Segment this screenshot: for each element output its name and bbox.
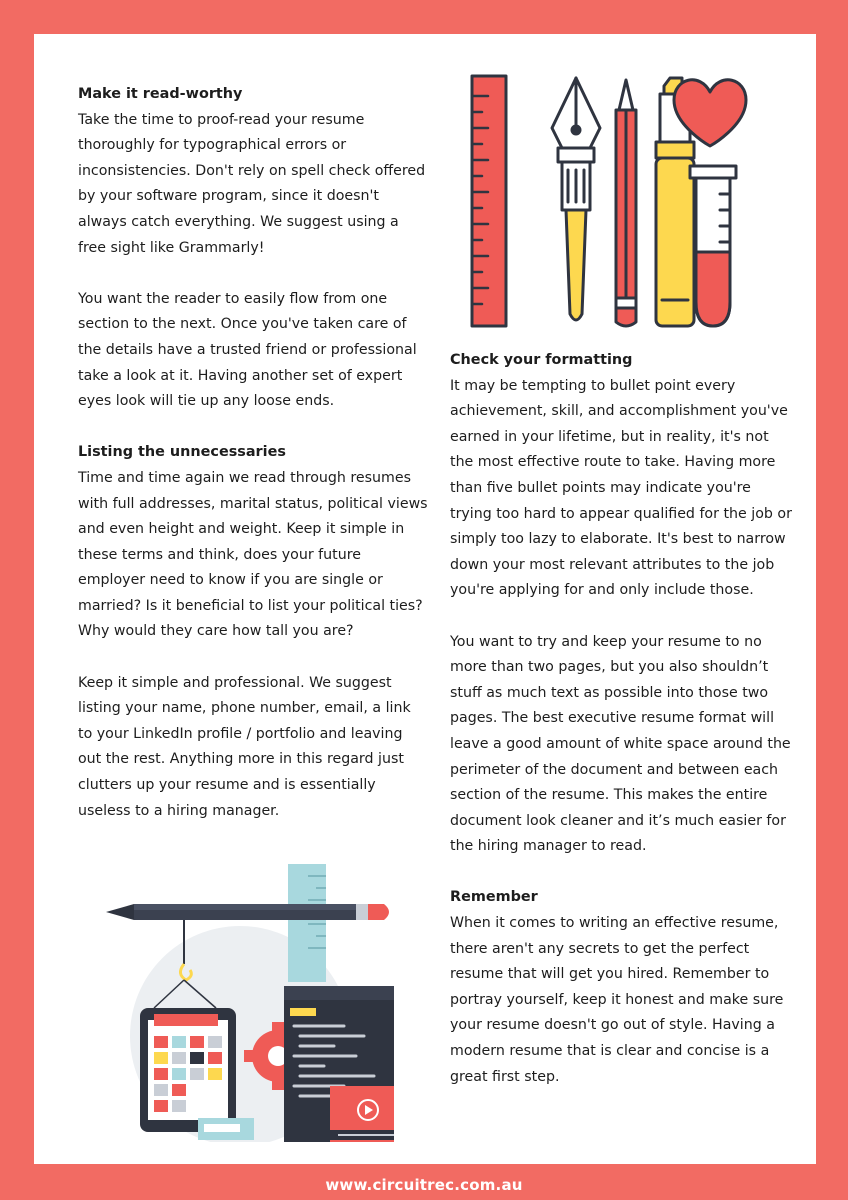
- paragraph: Keep it simple and professional. We suggest listing your name, phone number, email, a link to your LinkedIn profile / portfolio and leaving out the rest. Anything more in this regard just clutters up your resume and is essentially useless to a hiring manager.: [78, 674, 411, 819]
- stationery-illustration: [458, 70, 758, 332]
- ruler-icon: [288, 864, 326, 982]
- paragraph: Time and time again we read through resumes with full addresses, marital status, political views and even height and weight. Keep it simple in these terms and think, does your future employer need to know if you are single or married? Is it beneficial to list your political ties? Why would they care how tall you are?: [78, 469, 428, 640]
- paragraph: Take the time to proof-read your resume thoroughly for typographical errors or inconsistencies. Don't rely on spell check offered by your software program, since it doesn't always catch everything. We suggest using a free sight like Grammarly!: [78, 111, 426, 256]
- section-heading-formatting: Check your formatting: [450, 352, 633, 368]
- paragraph: It may be tempting to bullet point every achievement, skill, and accomplishment you've earned in your lifetime, but in reality, it's not the most effective route to take. Having more than five bullet points may indicate you're trying too hard to appear qualified for the job or simply too lazy to elaborate. It's best to narrow down your most relevant attributes to the job you're applying for and only include those.: [450, 377, 792, 599]
- section-heading-unnecessaries: Listing the unnecessaries: [78, 444, 286, 461]
- section-heading-read-worthy: Make it read-worthy: [78, 86, 243, 102]
- ruler-icon: [472, 76, 506, 326]
- footer-url[interactable]: www.circuitrec.com.au: [325, 1176, 523, 1194]
- pen-nib-icon: [552, 78, 600, 320]
- test-tube-icon: [690, 166, 736, 326]
- paragraph: You want to try and keep your resume to no more than two pages, but you also shouldn’t stuff as much text as possible into those two pages. The best executive resume format will leave a good amount of white space around the perimeter of the document and between each section of the resume. This makes the entire document look cleaner and it’s much easier for the hiring manager to read.: [450, 633, 791, 855]
- right-column: [450, 348, 796, 1116]
- pencil-icon: [616, 80, 636, 326]
- workspace-illustration: [94, 860, 394, 1142]
- section-heading-remember: Remember: [450, 889, 538, 906]
- paragraph: When it comes to writing an effective resume, there aren't any secrets to get the perfect resume that will get you hired. Remember to portray yourself, keep it honest and make sure your resume doesn't go out of style. Having a modern resume that is clear and concise is a great first step.: [450, 915, 784, 1085]
- paragraph: You want the reader to easily flow from one section to the next. Once you've taken care of the details have a trusted friend or professional take a look at it. Having another set of expert eyes look will tie up any loose ends.: [78, 290, 417, 410]
- left-column: [78, 82, 428, 850]
- video-player-icon: [330, 1086, 394, 1142]
- page-sheet: [34, 34, 816, 1164]
